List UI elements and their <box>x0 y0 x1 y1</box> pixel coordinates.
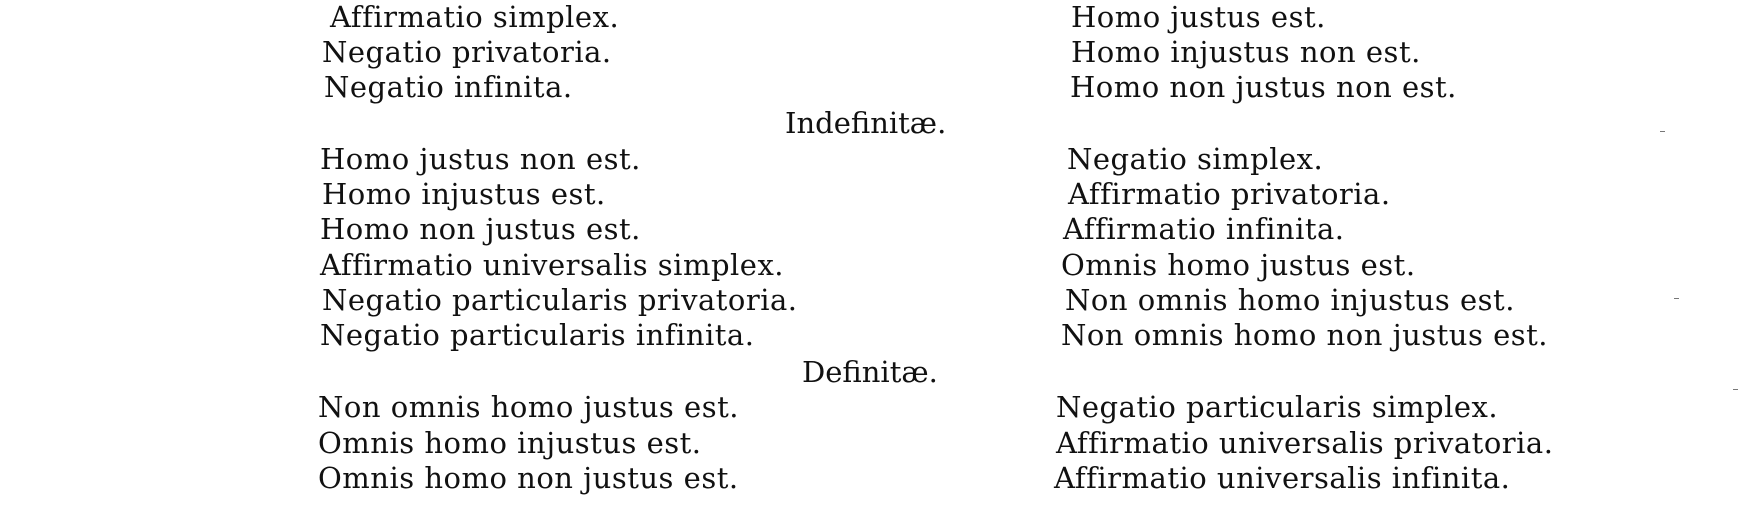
text-line: Affirmatio infinita. <box>1063 212 1345 246</box>
text-line: Homo non justus non est. <box>1070 70 1457 104</box>
scan-mark <box>1660 131 1665 132</box>
text-line: Omnis homo justus est. <box>1061 248 1416 282</box>
section-heading-indefinitae: Indefinitæ. <box>785 106 947 140</box>
text-line: Negatio particularis simplex. <box>1056 390 1499 424</box>
text-line: Non omnis homo non justus est. <box>1061 318 1548 352</box>
scan-mark <box>1674 298 1679 299</box>
text-line: Homo non justus est. <box>320 212 641 246</box>
scan-mark <box>1733 389 1738 390</box>
text-line: Omnis homo non justus est. <box>318 461 739 495</box>
text-line: Negatio simplex. <box>1067 142 1324 176</box>
text-line: Homo justus est. <box>1071 0 1326 34</box>
text-line: Omnis homo injustus est. <box>318 426 702 460</box>
text-line: Non omnis homo injustus est. <box>1065 283 1515 317</box>
text-line: Affirmatio privatoria. <box>1068 177 1391 211</box>
text-line: Affirmatio universalis privatoria. <box>1056 426 1554 460</box>
text-line: Affirmatio universalis simplex. <box>320 248 785 282</box>
text-line: Negatio infinita. <box>324 70 573 104</box>
text-line: Negatio privatoria. <box>322 35 612 69</box>
text-line: Homo injustus est. <box>322 177 606 211</box>
text-line: Affirmatio universalis infinita. <box>1054 461 1511 495</box>
text-line: Affirmatio simplex. <box>330 0 620 34</box>
text-line: Homo justus non est. <box>320 142 641 176</box>
text-line: Negatio particularis privatoria. <box>322 283 798 317</box>
text-line: Non omnis homo justus est. <box>318 390 739 424</box>
text-line: Negatio particularis infinita. <box>320 318 755 352</box>
section-heading-definitae: Definitæ. <box>802 355 938 389</box>
text-line: Homo injustus non est. <box>1071 35 1421 69</box>
